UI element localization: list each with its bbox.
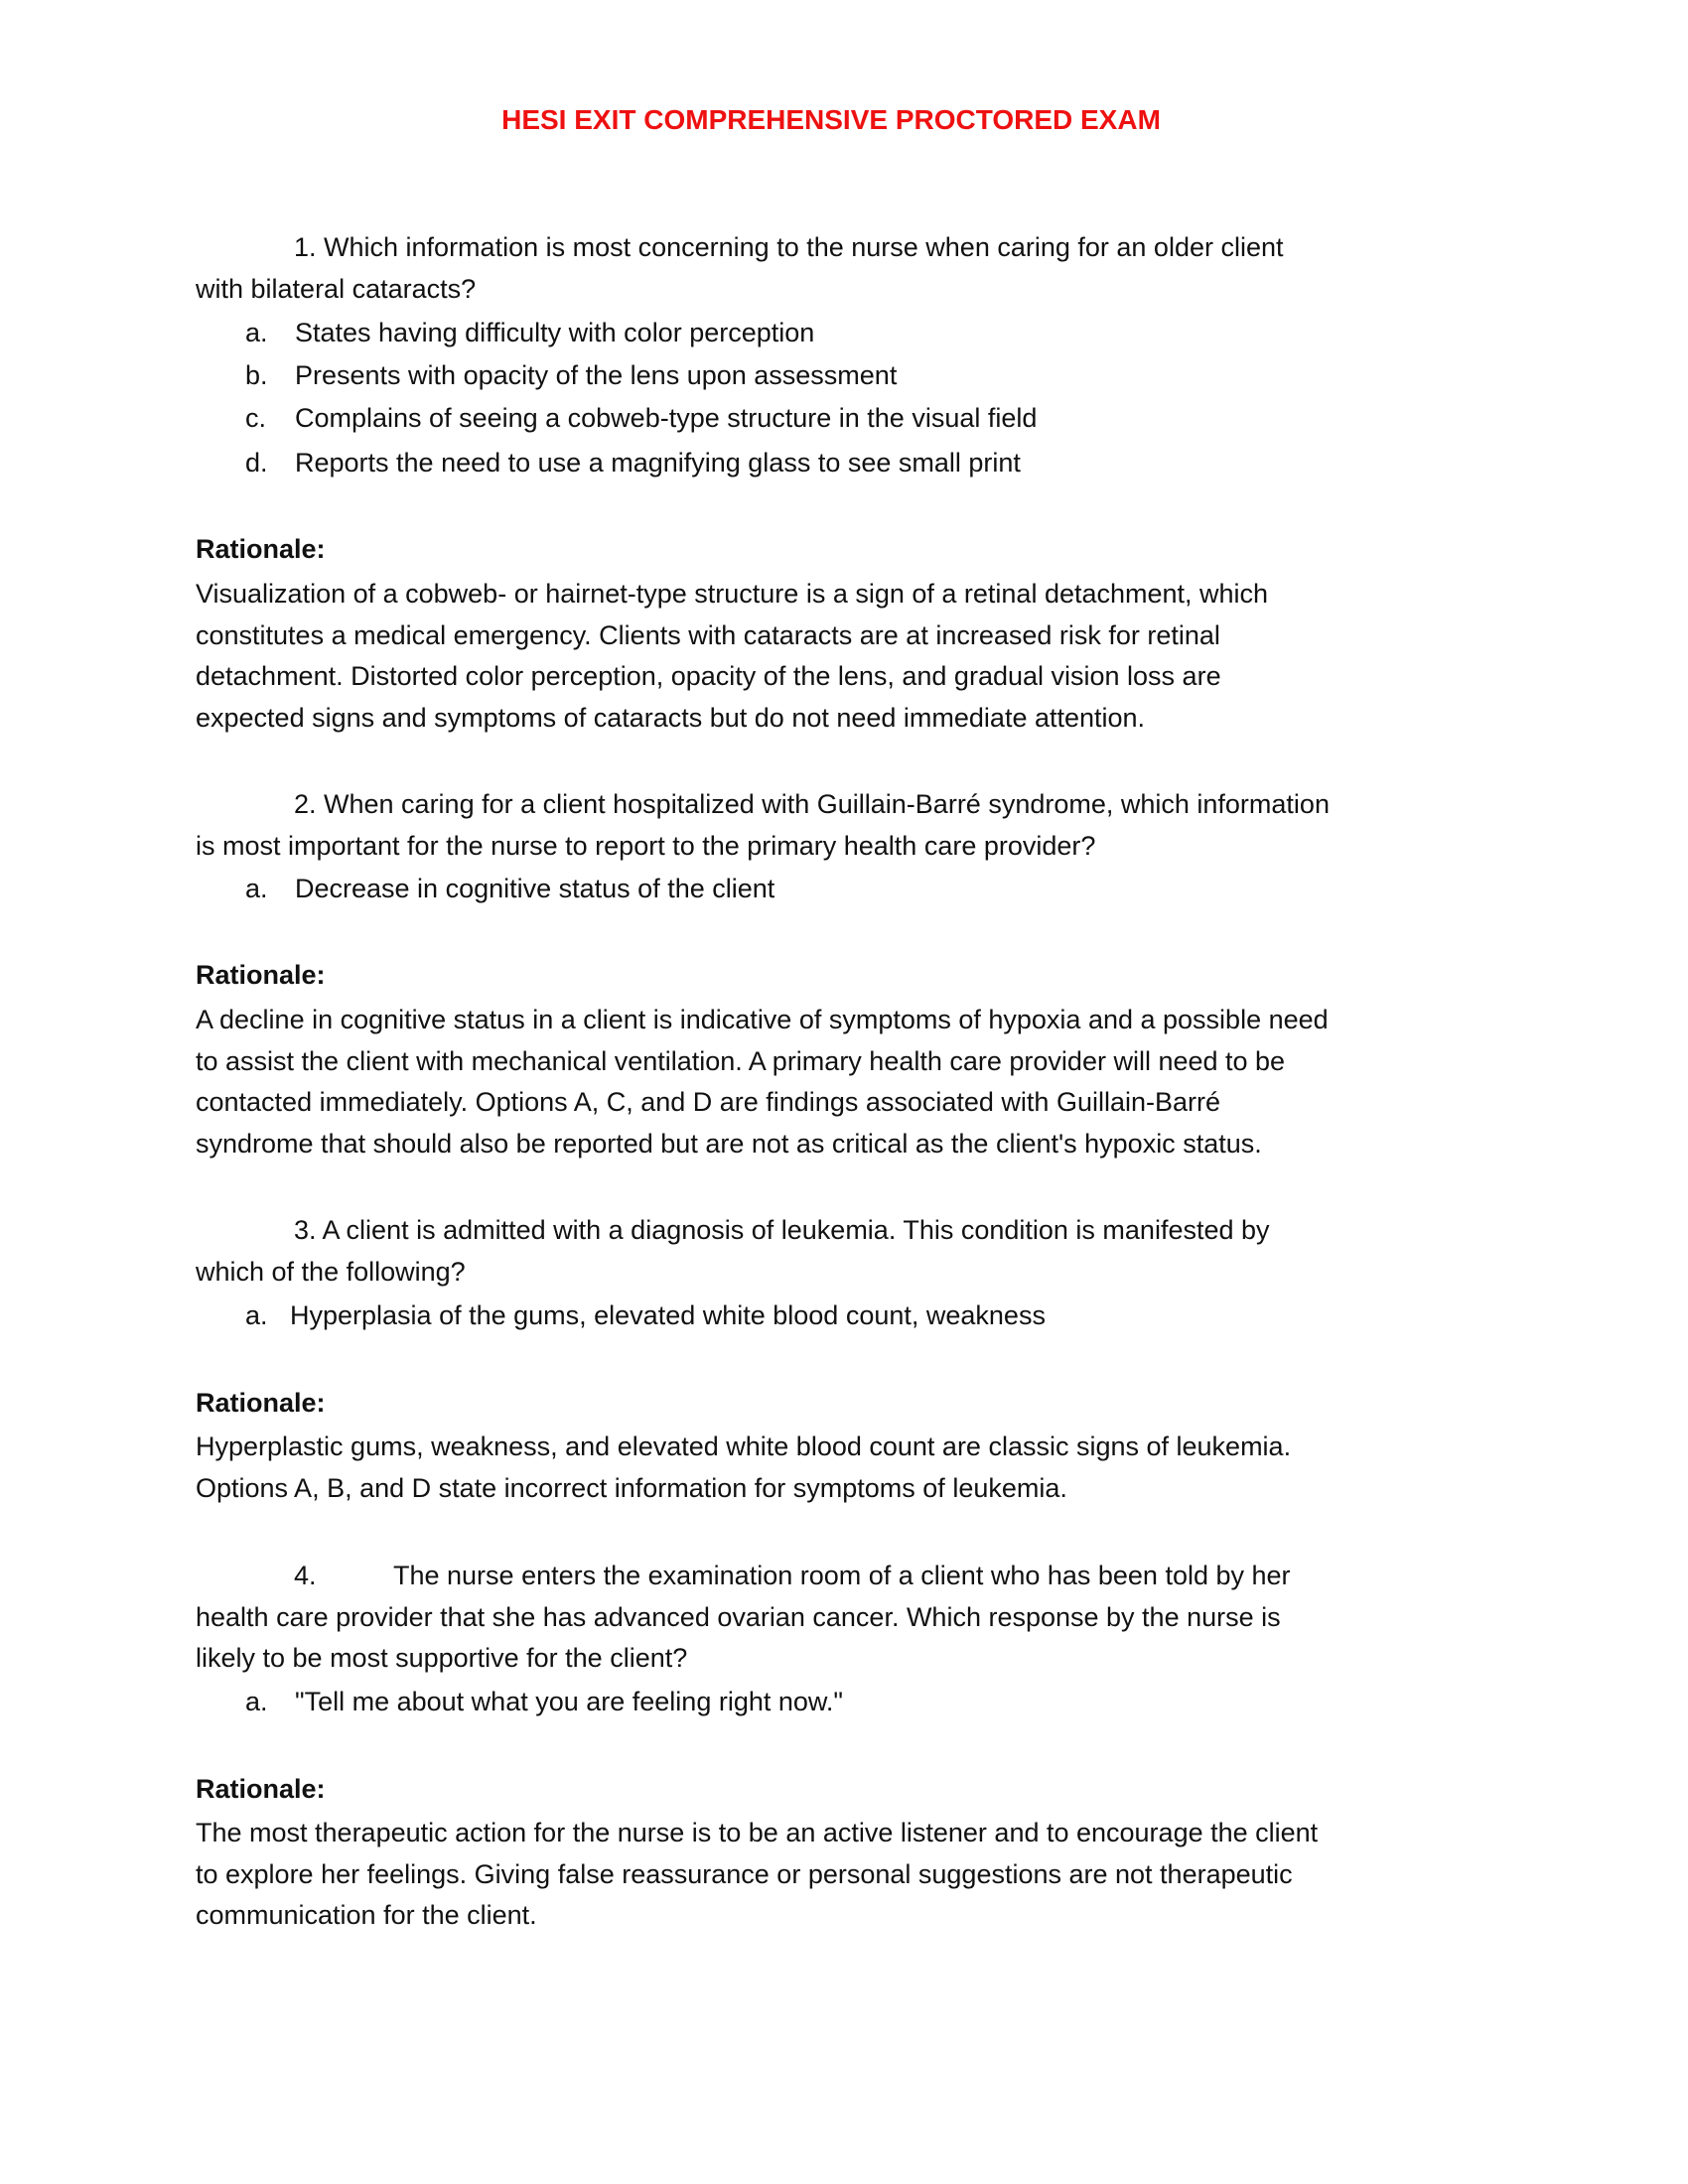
option-letter: a. (245, 1687, 268, 1716)
rationale-1 (196, 574, 1486, 740)
question-number: 4. (294, 1561, 317, 1590)
option-text: Complains of seeing a cobweb-type structure in the visual field (295, 403, 1038, 433)
document-title: HESI EXIT COMPREHENSIVE PROCTORED EXAM (501, 104, 1161, 135)
rationale-line: Visualization of a cobweb- or hairnet-type structure is a sign of a retinal detachment, which (196, 579, 1269, 609)
question-2 (196, 784, 1486, 867)
question-text: is most important for the nurse to report to the primary health care provider? (196, 830, 1096, 861)
option-text: Reports the need to use a magnifying glass to see small print (295, 448, 1021, 478)
option-a (245, 1682, 843, 1723)
rationale-line: Options A, B, and D state incorrect information for symptoms of leukemia. (196, 1472, 1067, 1503)
option-a (245, 1296, 1046, 1337)
rationale-line: to explore her feelings. Giving false reassurance or personal suggestions are not therapeutic (196, 1858, 1293, 1889)
option-letter: b. (245, 360, 268, 390)
rationale-line: contacted immediately. Options A, C, and D are findings associated with Guillain-Barré (196, 1087, 1220, 1118)
rationale-heading: Rationale: (196, 1388, 326, 1418)
rationale-line: Hyperplastic gums, weakness, and elevated white blood count are classic signs of leukemia. (196, 1432, 1292, 1461)
option-d (245, 443, 1021, 484)
option-letter: a. (245, 318, 268, 347)
option-letter: a. (245, 1300, 268, 1330)
rationale-line: constitutes a medical emergency. Clients with cataracts are at increased risk for retinal (196, 619, 1220, 650)
rationale-heading: Rationale: (196, 1774, 326, 1804)
option-text: "Tell me about what you are feeling right now." (295, 1687, 843, 1716)
rationale-line: The most therapeutic action for the nurse is to be an active listener and to encourage the client (196, 1818, 1319, 1847)
question-4 (196, 1556, 1486, 1680)
option-a (245, 869, 774, 910)
rationale-3 (196, 1427, 1486, 1509)
option-b (245, 355, 897, 397)
question-3 (196, 1210, 1486, 1293)
rationale-line: to assist the client with mechanical ventilation. A primary health care provider will need to be (196, 1045, 1286, 1076)
rationale-line: detachment. Distorted color perception, opacity of the lens, and gradual vision loss are (196, 661, 1221, 692)
rationale-line: communication for the client. (196, 1900, 537, 1931)
question-text: likely to be most supportive for the client? (196, 1643, 688, 1674)
option-letter: a. (245, 874, 268, 903)
option-text: States having difficulty with color perception (295, 318, 815, 347)
question-text: 2. When caring for a client hospitalized with Guillain-Barré syndrome, which information (294, 789, 1330, 819)
option-text: Hyperplasia of the gums, elevated white blood count, weakness (290, 1300, 1046, 1330)
question-text: which of the following? (196, 1256, 466, 1287)
rationale-heading: Rationale: (196, 960, 326, 990)
rationale-heading: Rationale: (196, 534, 326, 564)
rationale-line: expected signs and symptoms of cataracts but do not need immediate attention. (196, 703, 1146, 734)
rationale-4 (196, 1813, 1486, 1937)
option-letter: d. (245, 448, 268, 478)
option-c (245, 398, 1037, 440)
option-text: Presents with opacity of the lens upon assessment (295, 360, 898, 390)
option-text: Decrease in cognitive status of the client (295, 874, 775, 903)
question-text: health care provider that she has advanced ovarian cancer. Which response by the nurse is (196, 1601, 1281, 1632)
option-letter: c. (245, 403, 267, 433)
question-text: 1. Which information is most concerning to the nurse when caring for an older client (294, 232, 1284, 262)
question-text: The nurse enters the examination room of a client who has been told by her (393, 1561, 1291, 1590)
question-1 (196, 227, 1486, 310)
rationale-2 (196, 1000, 1486, 1165)
rationale-line: A decline in cognitive status in a client is indicative of symptoms of hypoxia and a possible need (196, 1005, 1329, 1034)
question-text: 3. A client is admitted with a diagnosis of leukemia. This condition is manifested by (294, 1215, 1270, 1245)
question-text: with bilateral cataracts? (196, 273, 477, 304)
option-a (245, 313, 814, 354)
rationale-line: syndrome that should also be reported but are not as critical as the client's hypoxic status. (196, 1129, 1262, 1160)
